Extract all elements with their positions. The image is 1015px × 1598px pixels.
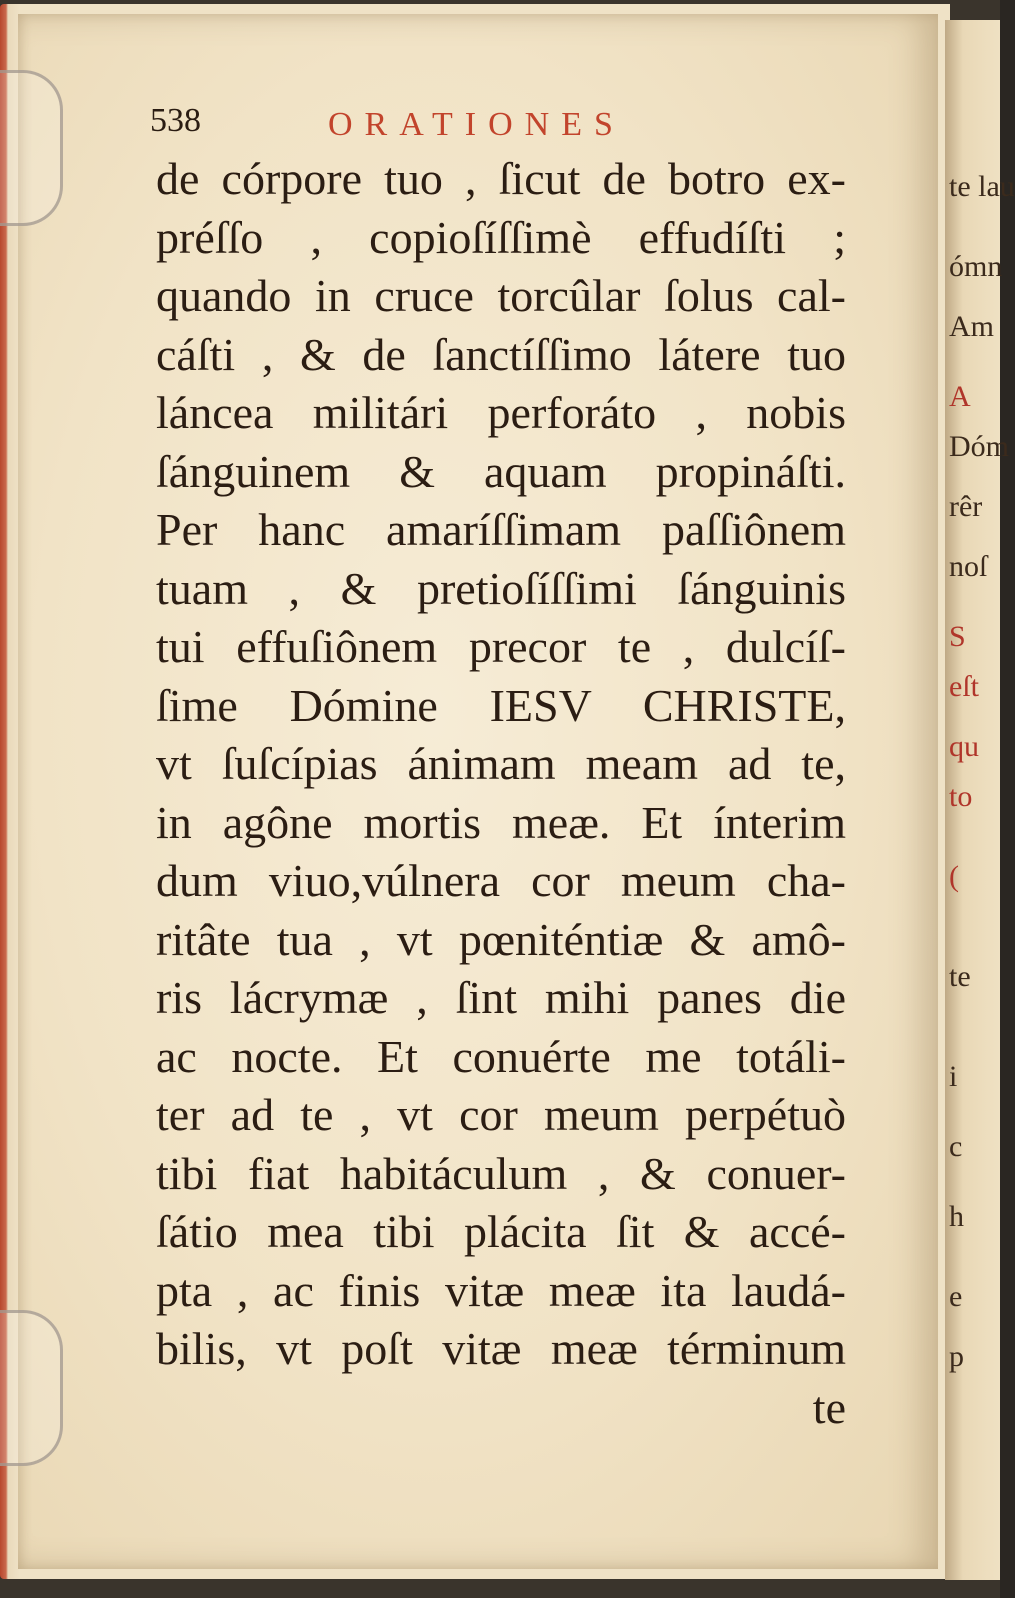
facing-page-text: noſ (949, 550, 988, 583)
facing-page-text: c (949, 1130, 963, 1163)
body-text (156, 150, 846, 1437)
text-line: dum viuo,vúlnera cor meum cha- (156, 855, 846, 906)
facing-page-text: ( (949, 860, 959, 893)
text-line: ſátio mea tibi plácita ſit & accé- (156, 1206, 846, 1257)
facing-page-text: e (949, 1280, 963, 1313)
text-line: Per hanc amaríſſimam paſſiônem (156, 504, 846, 555)
text-line: ter ad te , vt cor meum perpétuò (156, 1089, 846, 1140)
text-line: ritâte tua , vt pœniténtiæ & amô- (156, 913, 846, 965)
text-line: in agône mortis meæ. Et ínterim (156, 796, 846, 848)
text-line: bilis, vt poſt vitæ meæ términum (156, 1323, 846, 1374)
text-line: quando in cruce torcûlar ſolus cal- (156, 270, 846, 321)
text-line: ris lácrymæ , ſint mihi panes die (156, 972, 846, 1023)
facing-page-text: h (949, 1200, 964, 1233)
text-line: ac nocte. Et conuérte me totáli- (156, 1030, 846, 1082)
page-header (150, 102, 850, 152)
text-line: cáſti , & de ſanctíſſimo látere tuo (156, 328, 846, 380)
facing-page-fragment (945, 20, 1015, 1580)
facing-page-text: p (949, 1340, 964, 1373)
facing-page-text: eſt (949, 670, 979, 703)
facing-page-text: ómn (949, 250, 1003, 283)
facing-page-text: Am (949, 310, 994, 343)
text-line: préſſo , copioſíſſimè effudíſti ; (156, 211, 846, 263)
page-clip-bottom (0, 1310, 63, 1466)
text-line: tui effuſiônem precor te , dulcíſ- (156, 621, 846, 672)
facing-page-text: rêr (949, 490, 983, 523)
page-clip-top (0, 70, 63, 226)
text-line: tibi fiat habitáculum , & conuer- (156, 1147, 846, 1199)
facing-page-text: qu (949, 730, 979, 763)
facing-page-text: Dóm (949, 430, 1009, 463)
text-line: ſime Dómine IESV CHRISTE, (156, 679, 846, 731)
text-line: pta , ac finis vitæ meæ ita laudá- (156, 1264, 846, 1316)
facing-page-text: te lau (949, 170, 1015, 203)
page-number: 538 (150, 102, 201, 139)
running-head: ORATIONES (328, 106, 625, 143)
text-line: láncea militári perforáto , nobis (156, 387, 846, 438)
facing-page-text: A (949, 380, 971, 413)
text-line: de córpore tuo , ſicut de botro ex- (156, 153, 846, 204)
facing-page-text: i (949, 1060, 958, 1093)
facing-page-text: to (949, 780, 973, 813)
text-line: te (812, 1381, 846, 1433)
facing-page-text: te (949, 960, 971, 993)
text-line: tuam , & pretioſíſſimi ſánguinis (156, 562, 846, 614)
text-line: vt ſuſcípias ánimam meam ad te, (156, 738, 846, 789)
facing-page-text: S (949, 620, 966, 653)
text-line: ſánguinem & aquam propináſti. (156, 445, 846, 497)
